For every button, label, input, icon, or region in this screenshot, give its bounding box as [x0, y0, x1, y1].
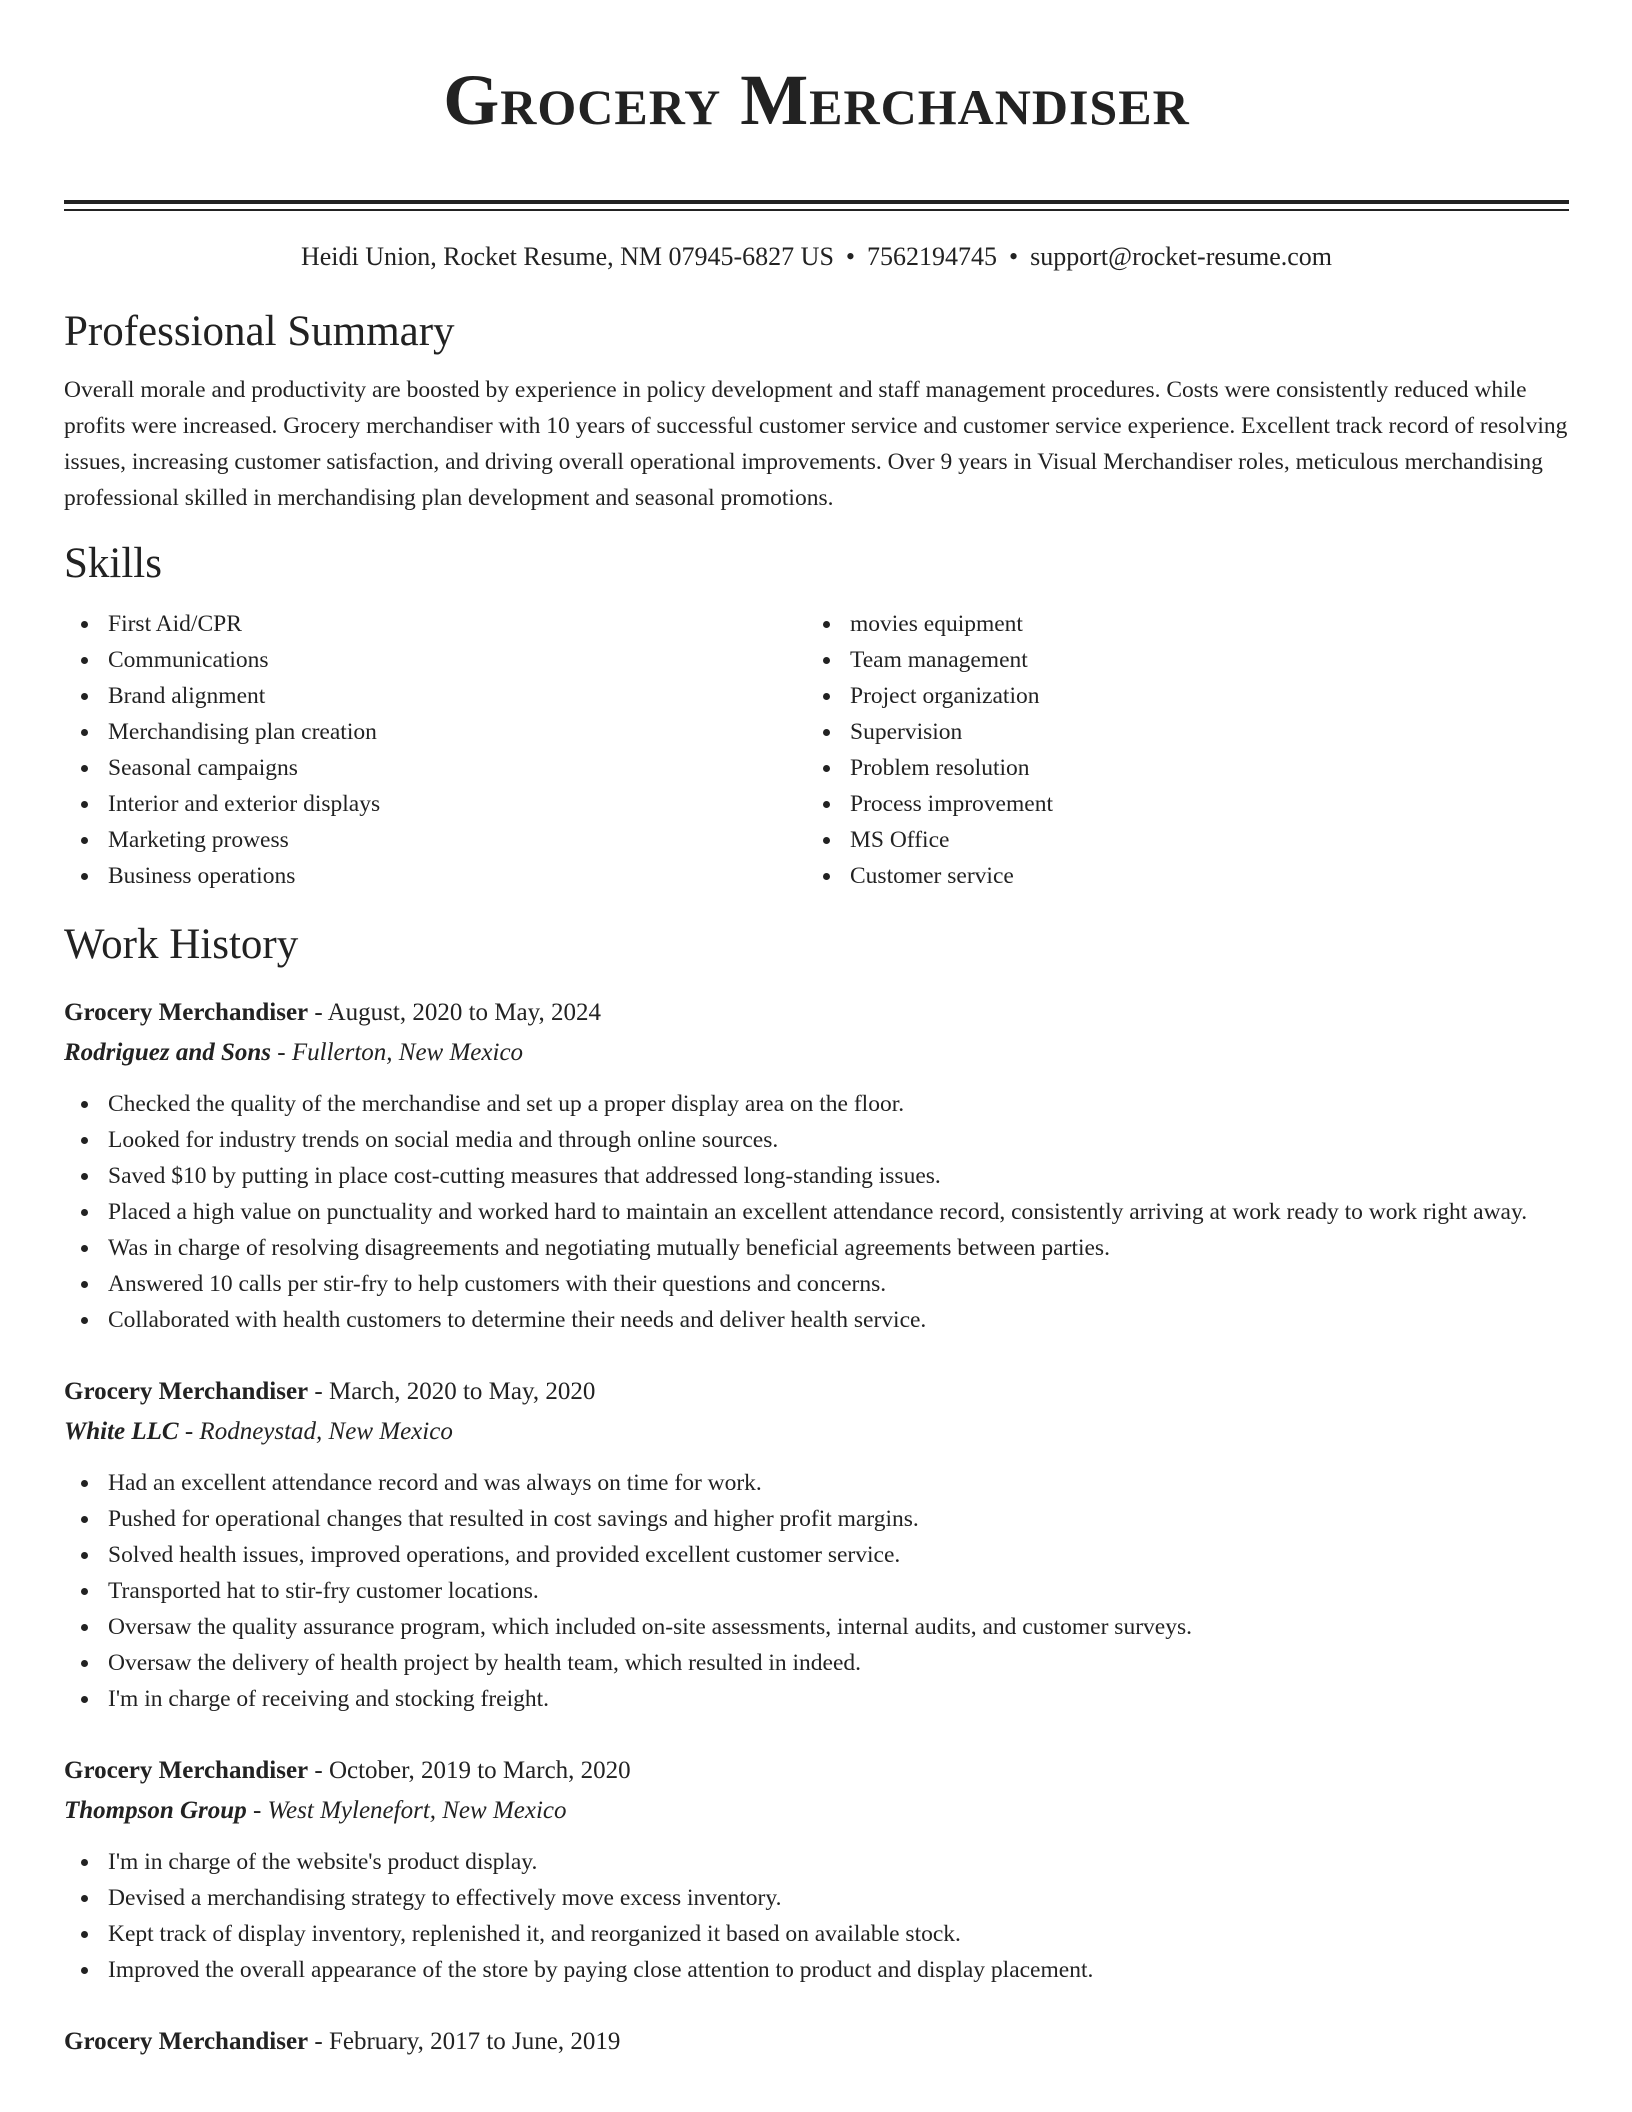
job-company-line [64, 1791, 1569, 1831]
job-bullet: Oversaw the delivery of health project by health team, which resulted in indeed. [64, 1645, 1569, 1681]
job-bullet: Solved health issues, improved operations, and provided excellent customer service. [64, 1537, 1569, 1573]
job-bullet: I'm in charge of the website's product display. [64, 1844, 1569, 1880]
skill-item: Interior and exterior displays [64, 786, 806, 822]
contact-email: support@rocket-resume.com [1030, 242, 1333, 271]
skills-column-right [806, 606, 1053, 894]
contact-separator: • [1009, 242, 1019, 271]
job-location: - Rodneystad, New Mexico [178, 1418, 453, 1445]
job-entry [64, 993, 1569, 1338]
job-bullet: Looked for industry trends on social media and through online sources. [64, 1122, 1569, 1158]
skill-item: Supervision [806, 714, 1053, 750]
job-bullets [64, 1086, 1569, 1338]
job-company-line [64, 1412, 1569, 1452]
skill-item: Customer service [806, 858, 1053, 894]
skill-item: Business operations [64, 858, 806, 894]
job-title: Grocery Merchandiser [64, 1378, 309, 1405]
job-location: - Fullerton, New Mexico [271, 1039, 524, 1066]
job-title-line [64, 2022, 1569, 2062]
skill-item: Communications [64, 642, 806, 678]
skills-column-left [64, 606, 806, 894]
header-divider-thick [64, 200, 1569, 204]
job-bullet: Improved the overall appearance of the store by paying close attention to product and display placement. [64, 1952, 1569, 1988]
skill-item: Project organization [806, 678, 1053, 714]
job-bullet: Checked the quality of the merchandise and set up a proper display area on the floor. [64, 1086, 1569, 1122]
skill-item: MS Office [806, 822, 1053, 858]
job-company-line [64, 1033, 1569, 1073]
job-company: White LLC [64, 1418, 179, 1445]
job-title-line [64, 993, 1569, 1033]
job-entry [64, 2022, 1569, 2062]
job-bullet: Answered 10 calls per stir-fry to help customers with their questions and concerns. [64, 1266, 1569, 1302]
job-entry [64, 1751, 1569, 1988]
skill-item: Process improvement [806, 786, 1053, 822]
skill-item: First Aid/CPR [64, 606, 806, 642]
contact-address: Heidi Union, Rocket Resume, NM 07945-6827 US [300, 242, 834, 271]
job-bullet: I'm in charge of receiving and stocking freight. [64, 1681, 1569, 1717]
job-dates: - October, 2019 to March, 2020 [308, 1757, 631, 1784]
contact-phone: 7562194745 [867, 242, 998, 271]
job-title-line [64, 1751, 1569, 1791]
contact-separator: • [845, 242, 856, 271]
job-dates: - February, 2017 to June, 2019 [308, 2028, 621, 2055]
skill-item: movies equipment [806, 606, 1053, 642]
work-history-heading: Work History [64, 921, 299, 968]
skill-item: Brand alignment [64, 678, 806, 714]
job-company: Thompson Group [64, 1797, 247, 1824]
job-title: Grocery Merchandiser [64, 999, 309, 1026]
skills-heading: Skills [64, 540, 162, 587]
job-bullet: Placed a high value on punctuality and worked hard to maintain an excellent attendance record, consistently arriving at work ready to work right away. [64, 1194, 1569, 1230]
job-bullets [64, 1465, 1569, 1717]
job-entry [64, 1372, 1569, 1717]
job-title: Grocery Merchandiser [64, 1757, 309, 1784]
skills-list [64, 606, 1569, 894]
job-bullet: Was in charge of resolving disagreements and negotiating mutually beneficial agreements between parties. [64, 1230, 1569, 1266]
job-title: Grocery Merchandiser [64, 2028, 309, 2055]
job-bullet: Transported hat to stir-fry customer locations. [64, 1573, 1569, 1609]
job-location: - West Mylenefort, New Mexico [246, 1797, 567, 1824]
skill-item: Problem resolution [806, 750, 1053, 786]
skill-item: Seasonal campaigns [64, 750, 806, 786]
skill-item: Merchandising plan creation [64, 714, 806, 750]
job-bullets [64, 1844, 1569, 1988]
skill-item: Team management [806, 642, 1053, 678]
header-divider-thin [64, 209, 1569, 211]
job-bullet: Pushed for operational changes that resulted in cost savings and higher profit margins. [64, 1501, 1569, 1537]
job-bullet: Devised a merchandising strategy to effectively move excess inventory. [64, 1880, 1569, 1916]
job-title-line [64, 1372, 1569, 1412]
job-bullet: Collaborated with health customers to determine their needs and deliver health service. [64, 1302, 1569, 1338]
summary-heading: Professional Summary [64, 308, 455, 355]
job-bullet: Saved $10 by putting in place cost-cutting measures that addressed long-standing issues. [64, 1158, 1569, 1194]
job-bullet: Had an excellent attendance record and was always on time for work. [64, 1465, 1569, 1501]
job-bullet: Oversaw the quality assurance program, which included on-site assessments, internal audits, and customer surveys. [64, 1609, 1569, 1645]
skill-item: Marketing prowess [64, 822, 806, 858]
resume-name: Grocery Merchandiser [443, 60, 1190, 140]
job-bullet: Kept track of display inventory, replenished it, and reorganized it based on available stock. [64, 1916, 1569, 1952]
job-dates: - March, 2020 to May, 2020 [308, 1378, 596, 1405]
job-dates: - August, 2020 to May, 2024 [308, 999, 601, 1026]
summary-text: Overall morale and productivity are boosted by experience in policy development and staff management procedures. Costs were consistently reduced while profits were increased. Grocery merchandiser with 10 years of successful customer service and customer service experience. Excellent track record of resolving issues, increasing customer satisfaction, and driving overall operational improvements. Over 9 years in Visual Merchandiser roles, meticulous merchandising professional skilled in merchandising plan development and seasonal promotions. [64, 377, 1568, 511]
contact-line [64, 235, 1569, 279]
job-company: Rodriguez and Sons [64, 1039, 272, 1066]
